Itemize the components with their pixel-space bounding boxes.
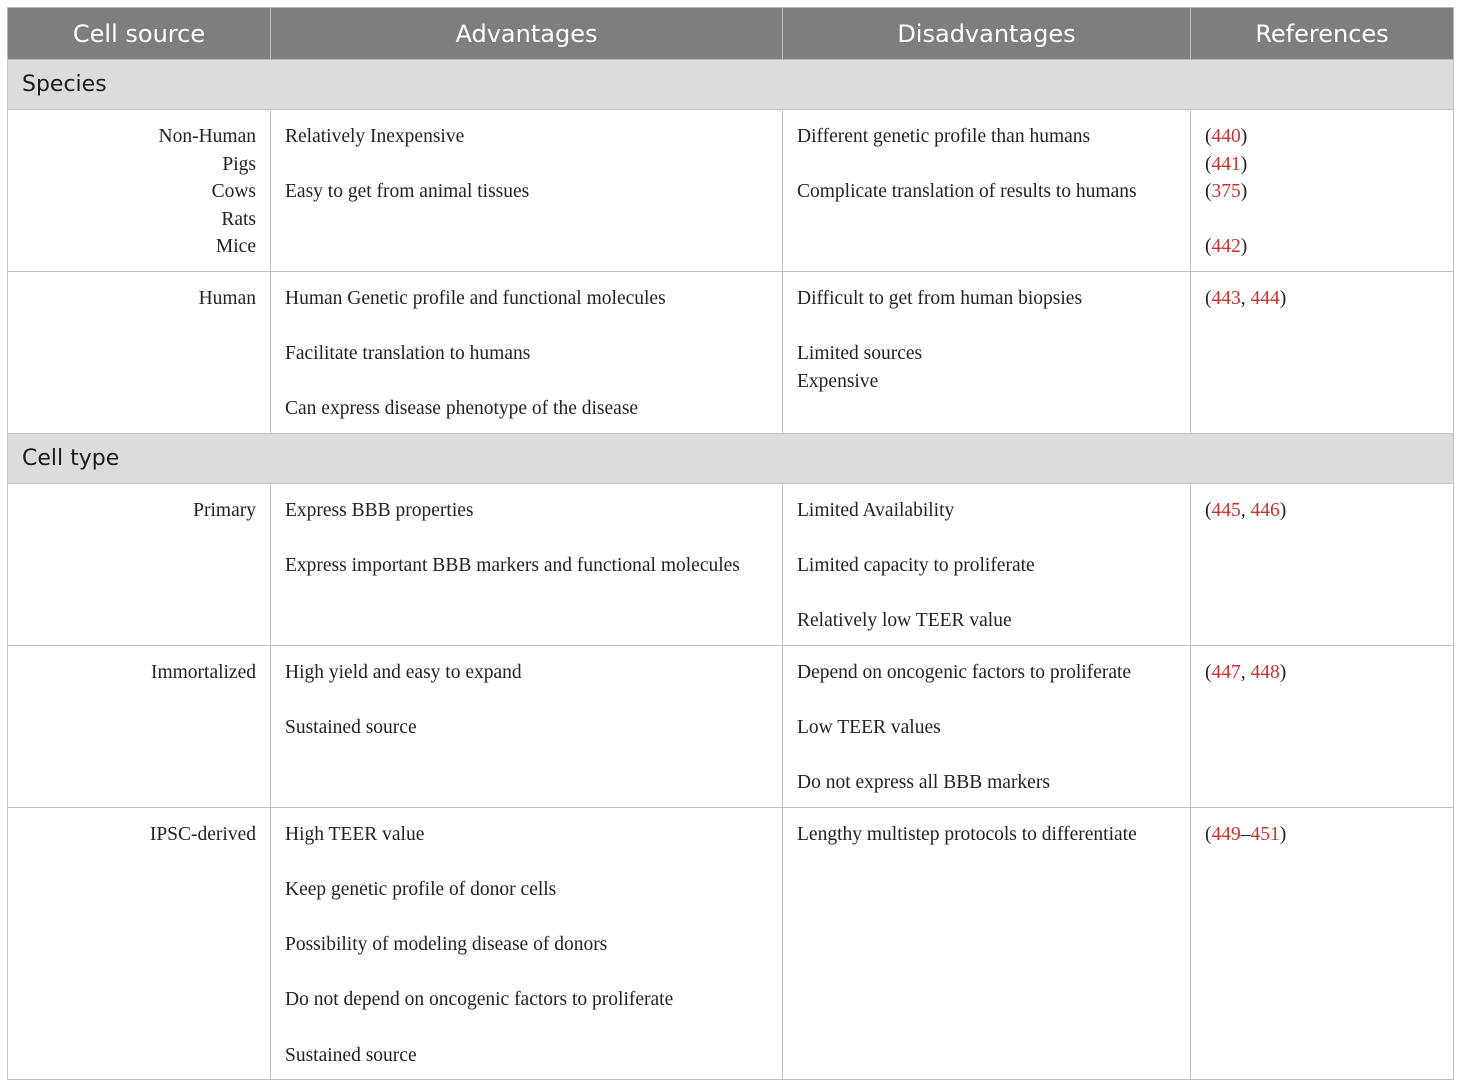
close-paren: ) bbox=[1240, 153, 1248, 175]
source-line: Rats bbox=[221, 208, 256, 230]
advantages-line bbox=[285, 904, 768, 932]
advantages-cell bbox=[271, 271, 783, 433]
advantages-line bbox=[285, 151, 768, 179]
open-paren: ( bbox=[1205, 153, 1212, 175]
disadvantages-cell bbox=[783, 483, 1191, 645]
advantages-line: Possibility of modeling disease of donors bbox=[285, 934, 608, 956]
disadvantages-cell bbox=[783, 110, 1191, 272]
close-paren: ) bbox=[1240, 181, 1248, 203]
reference-separator: , bbox=[1240, 499, 1251, 521]
reference-link[interactable]: 375 bbox=[1211, 181, 1241, 203]
open-paren: ( bbox=[1205, 287, 1212, 309]
reference-link[interactable]: 441 bbox=[1211, 153, 1241, 175]
source-line: Non-Human bbox=[158, 126, 256, 147]
disadvantages-line bbox=[797, 525, 1176, 553]
reference-link[interactable]: 449 bbox=[1211, 823, 1241, 845]
open-paren: ( bbox=[1205, 661, 1212, 683]
table-row bbox=[8, 807, 1454, 1079]
table-row bbox=[8, 483, 1454, 645]
references-cell bbox=[1191, 483, 1454, 645]
reference-link[interactable]: 447 bbox=[1211, 661, 1241, 683]
references-cell bbox=[1191, 110, 1454, 272]
reference-link[interactable]: 444 bbox=[1250, 287, 1280, 309]
reference-link[interactable]: 446 bbox=[1250, 499, 1280, 521]
section-row bbox=[8, 433, 1454, 483]
source-line: Cows bbox=[211, 181, 256, 203]
advantages-line: Do not depend on oncogenic factors to proliferate bbox=[285, 989, 674, 1011]
disadvantages-line: Limited Availability bbox=[797, 499, 955, 521]
disadvantages-line: Low TEER values bbox=[797, 717, 941, 739]
table-row bbox=[8, 110, 1454, 272]
reference-line bbox=[1205, 206, 1439, 234]
cell-source-table bbox=[7, 7, 1454, 1080]
header-disadvantages: Disadvantages bbox=[783, 8, 1191, 60]
references-cell bbox=[1191, 645, 1454, 807]
table-row bbox=[8, 645, 1454, 807]
references-cell bbox=[1191, 807, 1454, 1079]
reference-link[interactable]: 451 bbox=[1250, 823, 1280, 845]
advantages-line: Human Genetic profile and functional molecules bbox=[285, 287, 666, 309]
disadvantages-line: Limited capacity to proliferate bbox=[797, 555, 1035, 577]
disadvantages-cell bbox=[783, 271, 1191, 433]
advantages-line bbox=[285, 1014, 768, 1042]
close-paren: ) bbox=[1279, 661, 1287, 683]
disadvantages-line: Limited sources bbox=[797, 343, 923, 365]
advantages-cell bbox=[271, 483, 783, 645]
reference-separator: , bbox=[1240, 287, 1251, 309]
reference-link[interactable]: 443 bbox=[1211, 287, 1241, 309]
reference-line bbox=[1205, 178, 1439, 206]
cell-source bbox=[8, 645, 271, 807]
disadvantages-line bbox=[797, 580, 1176, 608]
section-row bbox=[8, 60, 1454, 110]
source-line: IPSC-derived bbox=[149, 823, 256, 845]
advantages-line: Express important BBB markers and functional molecules bbox=[285, 555, 740, 577]
advantages-cell bbox=[271, 807, 783, 1079]
open-paren: ( bbox=[1205, 126, 1212, 147]
advantages-line: Sustained source bbox=[285, 1044, 417, 1066]
source-line: Human bbox=[198, 287, 256, 309]
cell-source bbox=[8, 271, 271, 433]
disadvantages-line bbox=[797, 313, 1176, 341]
disadvantages-line: Depend on oncogenic factors to proliferate bbox=[797, 661, 1132, 683]
reference-link[interactable]: 445 bbox=[1211, 499, 1241, 521]
advantages-line: Sustained source bbox=[285, 717, 417, 739]
header-row bbox=[8, 8, 1454, 60]
reference-link[interactable]: 448 bbox=[1250, 661, 1280, 683]
disadvantages-line: Lengthy multistep protocols to differentiate bbox=[797, 823, 1137, 845]
section-title: Species bbox=[8, 60, 1454, 110]
open-paren: ( bbox=[1205, 499, 1212, 521]
reference-link[interactable]: 442 bbox=[1211, 236, 1241, 258]
close-paren: ) bbox=[1240, 126, 1248, 147]
advantages-cell bbox=[271, 645, 783, 807]
advantages-line: High yield and easy to expand bbox=[285, 661, 522, 683]
close-paren: ) bbox=[1240, 236, 1248, 258]
references-cell bbox=[1191, 271, 1454, 433]
header-references: References bbox=[1191, 8, 1454, 60]
disadvantages-line bbox=[797, 687, 1176, 715]
reference-line bbox=[1205, 123, 1439, 151]
advantages-line: High TEER value bbox=[285, 823, 425, 845]
advantages-line: Express BBB properties bbox=[285, 499, 474, 521]
advantages-line bbox=[285, 848, 768, 876]
advantages-line bbox=[285, 313, 768, 341]
header-advantages: Advantages bbox=[271, 8, 783, 60]
disadvantages-cell bbox=[783, 807, 1191, 1079]
disadvantages-line bbox=[797, 151, 1176, 179]
close-paren: ) bbox=[1279, 823, 1287, 845]
open-paren: ( bbox=[1205, 236, 1212, 258]
header-cell-source: Cell source bbox=[8, 8, 271, 60]
disadvantages-line: Complicate translation of results to humans bbox=[797, 181, 1137, 203]
advantages-line bbox=[285, 525, 768, 553]
section-title: Cell type bbox=[8, 433, 1454, 483]
disadvantages-line: Difficult to get from human biopsies bbox=[797, 287, 1083, 309]
source-line: Primary bbox=[193, 499, 256, 521]
advantages-line: Keep genetic profile of donor cells bbox=[285, 879, 557, 901]
reference-separator: , bbox=[1240, 661, 1251, 683]
reference-line bbox=[1205, 151, 1439, 179]
advantages-line: Facilitate translation to humans bbox=[285, 343, 531, 365]
disadvantages-line: Expensive bbox=[797, 370, 879, 392]
cell-source bbox=[8, 807, 271, 1079]
advantages-line bbox=[285, 368, 768, 396]
source-line: Mice bbox=[215, 236, 256, 258]
open-paren: ( bbox=[1205, 181, 1212, 203]
disadvantages-line: Relatively low TEER value bbox=[797, 610, 1012, 632]
source-line: Immortalized bbox=[150, 661, 256, 683]
cell-source bbox=[8, 110, 271, 272]
disadvantages-line bbox=[797, 742, 1176, 770]
advantages-line: Easy to get from animal tissues bbox=[285, 181, 530, 203]
reference-line bbox=[1205, 659, 1439, 687]
open-paren: ( bbox=[1205, 823, 1212, 845]
advantages-line: Relatively Inexpensive bbox=[285, 126, 465, 147]
reference-line bbox=[1205, 497, 1439, 525]
table-body bbox=[8, 60, 1454, 1080]
disadvantages-cell bbox=[783, 645, 1191, 807]
advantages-line bbox=[285, 959, 768, 987]
cell-source bbox=[8, 483, 271, 645]
reference-link[interactable]: 440 bbox=[1211, 126, 1241, 147]
reference-separator: – bbox=[1240, 823, 1251, 845]
reference-line bbox=[1205, 285, 1439, 313]
close-paren: ) bbox=[1279, 499, 1287, 521]
source-line: Pigs bbox=[222, 153, 256, 175]
advantages-line: Can express disease phenotype of the disease bbox=[285, 398, 639, 420]
disadvantages-line: Do not express all BBB markers bbox=[797, 772, 1050, 794]
reference-line bbox=[1205, 821, 1439, 849]
disadvantages-line: Different genetic profile than humans bbox=[797, 126, 1091, 147]
reference-line bbox=[1205, 233, 1439, 261]
advantages-cell bbox=[271, 110, 783, 272]
advantages-line bbox=[285, 687, 768, 715]
table-row bbox=[8, 271, 1454, 433]
close-paren: ) bbox=[1279, 287, 1287, 309]
